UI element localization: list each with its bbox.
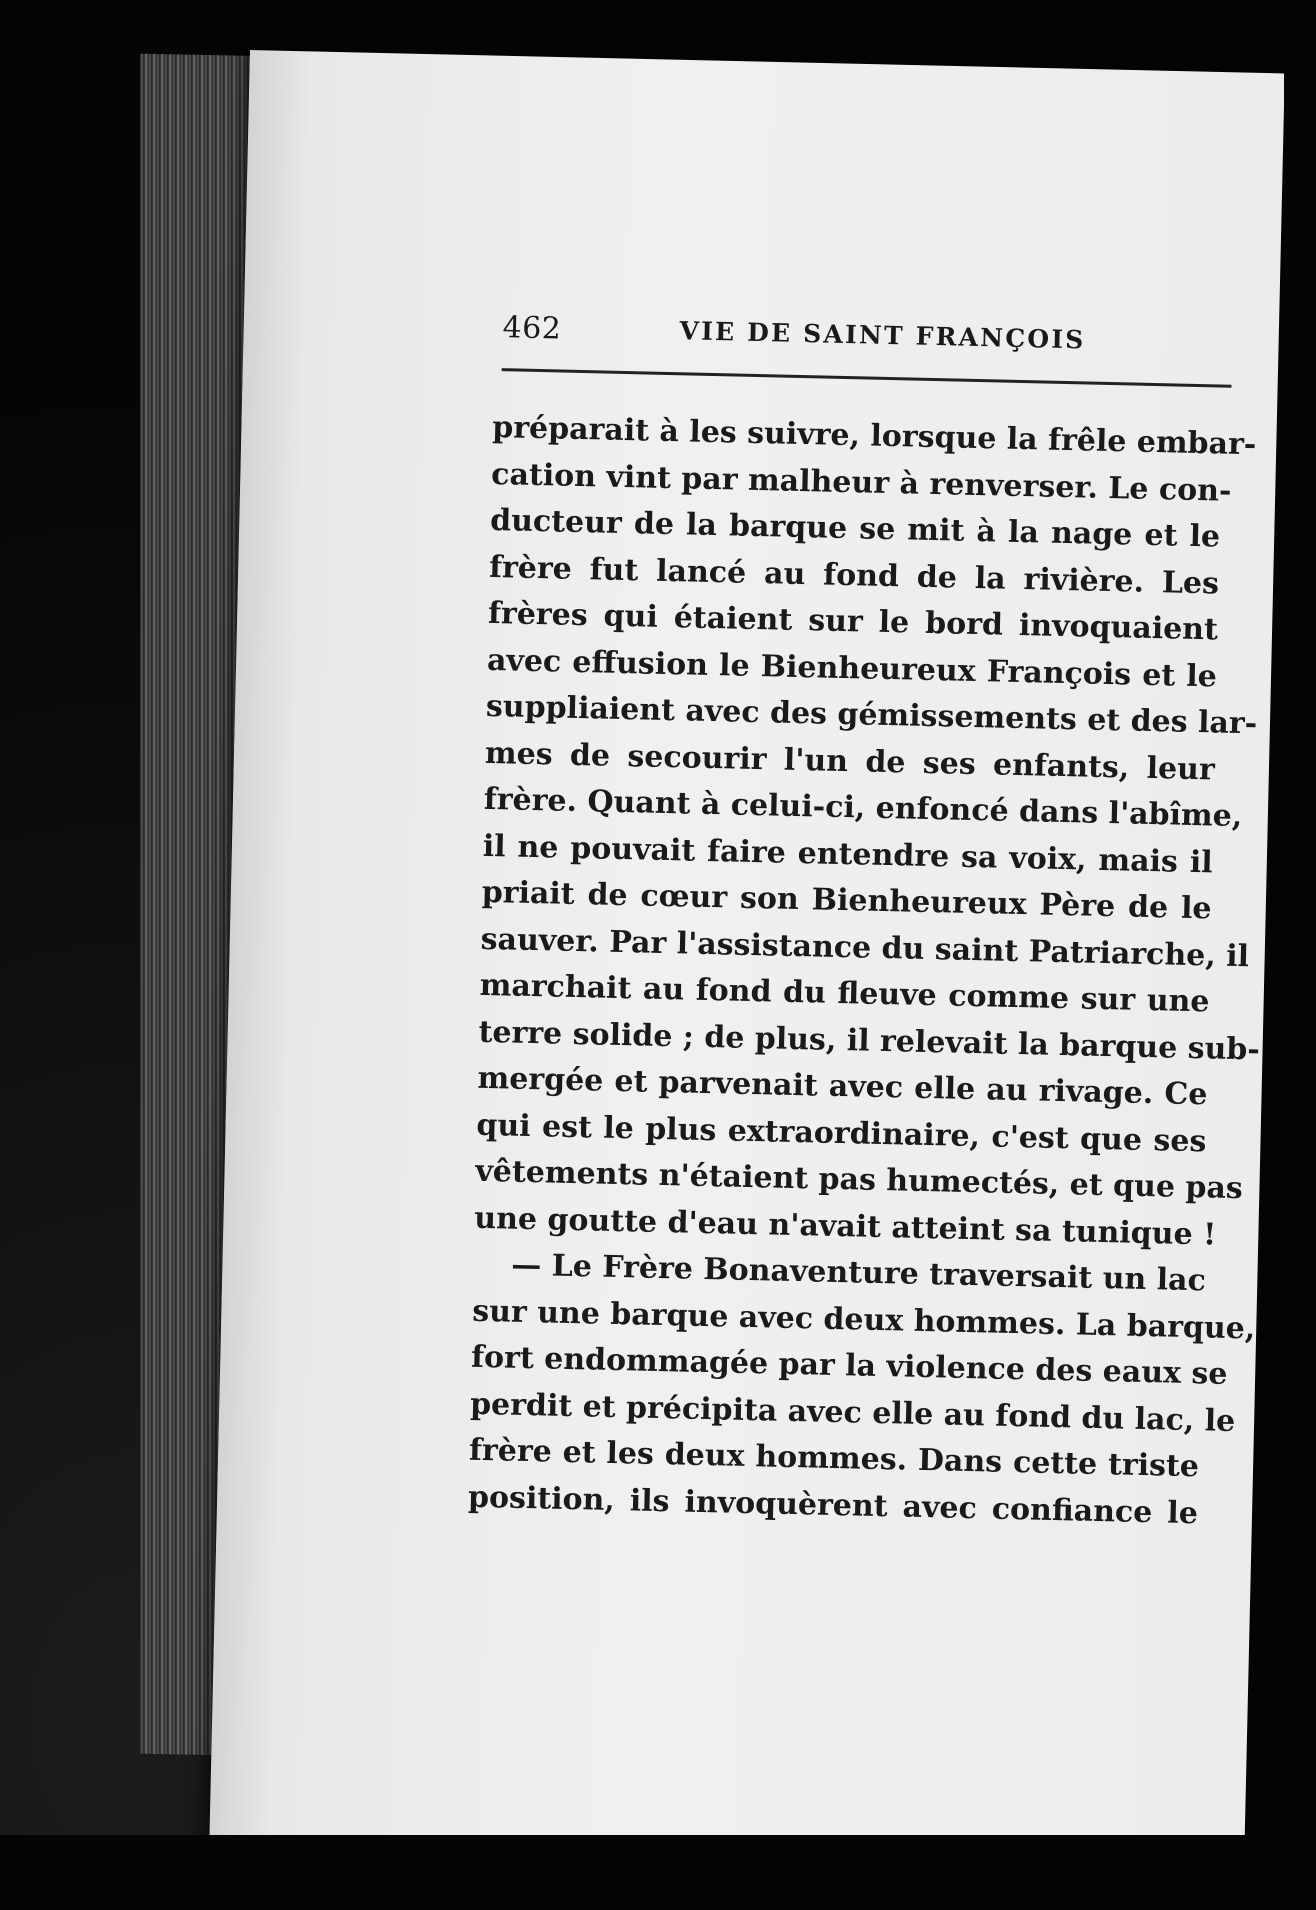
text-line: fort endommagée par la violence des eaux se [470,1339,1228,1392]
text-line: mes de secourir l'un de ses enfants, leur [484,735,1216,787]
text-line: suppliaient avec des gémissements et des lar- [485,688,1258,742]
text-line: frère. Quant à celui-ci, enfoncé dans l'abîme, [483,781,1243,835]
text-line: priait de cœur son Bienheureux Père de le [481,874,1212,927]
text-line: frère fut lancé au fond de la rivière. Les [488,549,1220,601]
text-line: qui est le plus extraordinaire, c'est que ses [476,1107,1207,1159]
text-line: une goutte d'eau n'avait atteint sa tunique ! [474,1200,1217,1253]
body-text [467,405,1261,1537]
text-line: vêtements n'étaient pas humectés, et que pas [475,1153,1244,1207]
text-line: frères qui étaient sur le bord invoquaient [487,595,1219,648]
text-line: perdit et précipita avec elle au fond du lac, le [469,1386,1236,1439]
text-line: préparait à les suivre, lorsque la frêle embar- [491,409,1257,463]
page-number: 462 [502,310,562,347]
text-line: mergée et parvenait avec elle au rivage. Ce [477,1060,1208,1113]
text-line: avec effusion le Bienheureux François et le [486,642,1218,694]
text-line: sur une barque avec deux hommes. La barque, [471,1293,1256,1347]
text-line: terre solide ; de plus, il relevait la barque sub- [478,1014,1261,1068]
text-line: frère et les deux hommes. Dans cette triste [468,1432,1200,1485]
text-line: il ne pouvait faire entendre sa voix, mais il [482,828,1214,880]
page-content [467,310,1261,1538]
text-line: — Le Frère Bonaventure traversait un lac [510,1247,1207,1299]
text-line: sauver. Par l'assistance du saint Patriarche, il [480,921,1250,974]
scan-bottom-edge [0,1835,1316,1910]
text-line: cation vint par malheur à renverser. Le con- [490,456,1232,509]
paragraph-1 [474,405,1261,1258]
text-line: marchait au fond du fleuve comme sur une [479,967,1210,1020]
paragraph-2 [467,1242,1256,1537]
scan-right-edge [1284,0,1316,1910]
running-title: VIE DE SAINT FRANÇOIS [679,316,1086,355]
text-line: position, ils invoquèrent avec confiance le [467,1479,1199,1531]
text-line: ducteur de la barque se mit à la nage et le [489,502,1221,555]
